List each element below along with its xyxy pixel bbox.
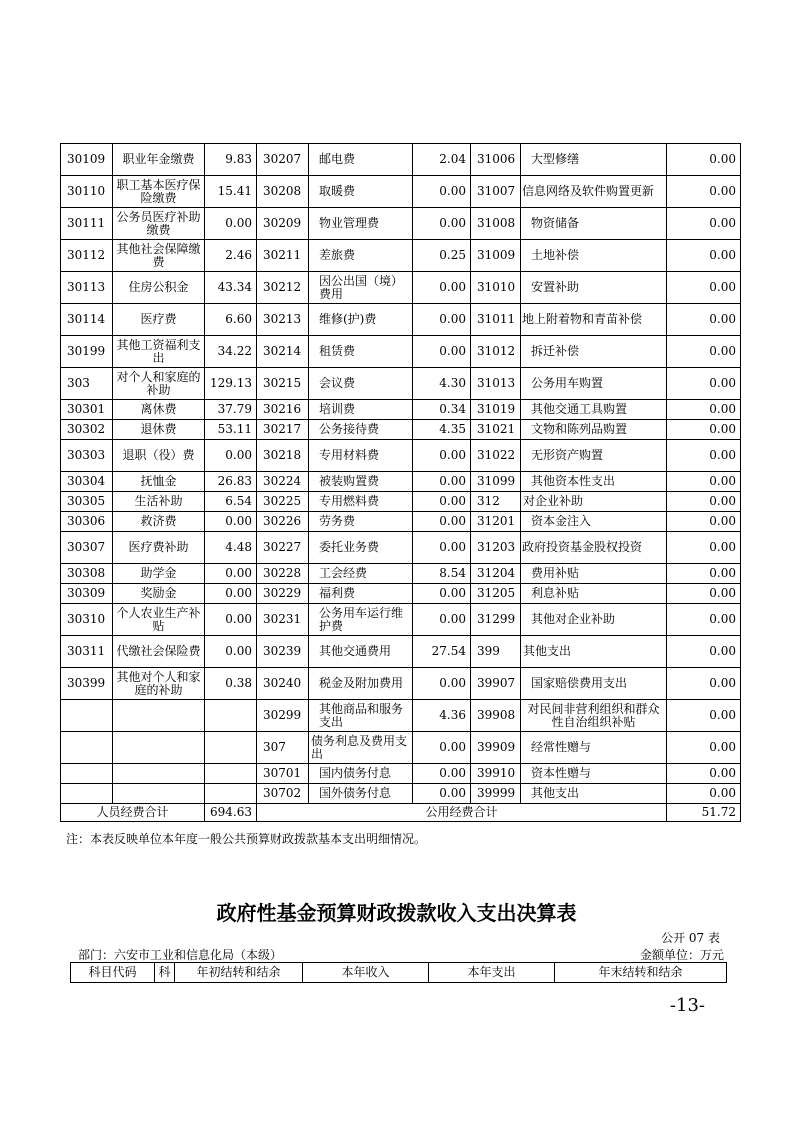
amount-cell: 0.00 [667, 604, 741, 636]
amount-cell: 2.46 [205, 240, 257, 272]
subject-code-cell: 31299 [471, 604, 521, 636]
subject-name-cell: 其他对个人和家庭的补助 [113, 668, 205, 700]
amount-cell: 0.00 [667, 272, 741, 304]
subject-name-cell: 离休费 [113, 400, 205, 420]
amount-cell: 0.00 [413, 304, 471, 336]
table-row [61, 176, 741, 208]
amount-cell: 0.00 [667, 144, 741, 176]
subject-code-cell: 30307 [61, 532, 113, 564]
subject-name-cell: 奖励金 [113, 584, 205, 604]
table-row [61, 208, 741, 240]
subject-name-cell: 其他支出 [521, 636, 667, 668]
subject-code-cell: 312 [471, 492, 521, 512]
subject-code-cell: 30240 [257, 668, 309, 700]
amount-cell: 15.41 [205, 176, 257, 208]
subject-code-cell: 30216 [257, 400, 309, 420]
subject-name-cell: 资本金注入 [521, 512, 667, 532]
subject-name-cell: 公务员医疗补助缴费 [113, 208, 205, 240]
subject-code-cell: 31013 [471, 368, 521, 400]
subject-name-cell: 国内债务付息 [309, 764, 413, 784]
subject-name-cell: 委托业务费 [309, 532, 413, 564]
subject-code-cell [61, 784, 113, 804]
subject-name-cell: 国家赔偿费用支出 [521, 668, 667, 700]
subject-code-cell: 30113 [61, 272, 113, 304]
subject-code-cell [61, 700, 113, 732]
subject-name-cell: 劳务费 [309, 512, 413, 532]
amount-cell: 4.35 [413, 420, 471, 440]
subject-name-cell: 税金及附加费用 [309, 668, 413, 700]
subject-code-cell: 31203 [471, 532, 521, 564]
subject-code-cell: 30311 [61, 636, 113, 668]
table-row [61, 304, 741, 336]
subject-code-cell: 30226 [257, 512, 309, 532]
amount-cell: 0.00 [667, 368, 741, 400]
subject-name-cell: 政府投资基金股权投资 [521, 532, 667, 564]
subject-code-cell: 39907 [471, 668, 521, 700]
subject-code-cell: 30207 [257, 144, 309, 176]
table-row [61, 732, 741, 764]
header-subject: 科 [155, 963, 175, 983]
subject-name-cell: 物资储备 [521, 208, 667, 240]
subject-name-cell: 抚恤金 [113, 472, 205, 492]
table-row [61, 764, 741, 784]
subject-code-cell: 30114 [61, 304, 113, 336]
subject-name-cell [113, 764, 205, 784]
table-row [61, 532, 741, 564]
amount-cell: 0.00 [205, 440, 257, 472]
subject-name-cell: 专用材料费 [309, 440, 413, 472]
table-row [61, 784, 741, 804]
amount-cell: 0.00 [667, 584, 741, 604]
subject-code-cell: 31007 [471, 176, 521, 208]
subject-code-cell: 30304 [61, 472, 113, 492]
amount-cell: 0.00 [667, 512, 741, 532]
amount-cell: 0.00 [667, 764, 741, 784]
subject-code-cell: 307 [257, 732, 309, 764]
subject-code-cell: 30303 [61, 440, 113, 472]
subject-code-cell: 30214 [257, 336, 309, 368]
subject-name-cell: 差旅费 [309, 240, 413, 272]
amount-cell: 0.00 [205, 512, 257, 532]
subject-name-cell: 医疗费补助 [113, 532, 205, 564]
amount-cell: 0.00 [667, 700, 741, 732]
amount-cell: 0.00 [667, 472, 741, 492]
amount-cell: 0.00 [413, 584, 471, 604]
subject-name-cell: 个人农业生产补贴 [113, 604, 205, 636]
amount-cell: 0.00 [413, 732, 471, 764]
amount-cell: 0.38 [205, 668, 257, 700]
subject-code-cell: 31009 [471, 240, 521, 272]
subject-code-cell: 31008 [471, 208, 521, 240]
header-year-income: 本年收入 [303, 963, 429, 983]
table-row [61, 584, 741, 604]
subject-code-cell: 30702 [257, 784, 309, 804]
subject-code-cell: 31099 [471, 472, 521, 492]
subject-name-cell: 其他资本性支出 [521, 472, 667, 492]
table-row [61, 440, 741, 472]
subject-name-cell: 其他社会保障缴费 [113, 240, 205, 272]
subject-code-cell: 30228 [257, 564, 309, 584]
amount-cell: 0.00 [205, 208, 257, 240]
public-total-value: 51.72 [667, 804, 741, 822]
amount-cell: 4.36 [413, 700, 471, 732]
subject-code-cell: 30218 [257, 440, 309, 472]
amount-cell: 0.00 [667, 420, 741, 440]
subject-code-cell: 30224 [257, 472, 309, 492]
table-row [61, 668, 741, 700]
amount-cell: 0.00 [205, 584, 257, 604]
subject-code-cell: 30305 [61, 492, 113, 512]
amount-cell: 26.83 [205, 472, 257, 492]
amount-cell: 0.00 [413, 176, 471, 208]
subject-name-cell: 职工基本医疗保险缴费 [113, 176, 205, 208]
subject-code-cell: 39910 [471, 764, 521, 784]
subject-code-cell: 30217 [257, 420, 309, 440]
table-row [61, 240, 741, 272]
amount-cell: 0.00 [413, 272, 471, 304]
amount-cell: 6.54 [205, 492, 257, 512]
subject-name-cell [113, 784, 205, 804]
table-row [61, 512, 741, 532]
amount-cell: 0.00 [413, 472, 471, 492]
amount-cell: 0.00 [667, 400, 741, 420]
subject-name-cell: 会议费 [309, 368, 413, 400]
amount-cell: 0.00 [667, 668, 741, 700]
header-subject-code: 科目代码 [71, 963, 155, 983]
subject-code-cell: 30215 [257, 368, 309, 400]
amount-cell: 0.00 [667, 532, 741, 564]
subject-code-cell: 30229 [257, 584, 309, 604]
subject-code-cell: 31201 [471, 512, 521, 532]
subject-name-cell: 医疗费 [113, 304, 205, 336]
amount-cell: 2.04 [413, 144, 471, 176]
amount-cell: 0.00 [205, 604, 257, 636]
amount-cell: 37.79 [205, 400, 257, 420]
subject-name-cell: 退休费 [113, 420, 205, 440]
amount-cell: 0.00 [413, 492, 471, 512]
subject-name-cell: 退职（役）费 [113, 440, 205, 472]
amount-cell: 0.00 [667, 732, 741, 764]
table-row [61, 604, 741, 636]
table-row [61, 420, 741, 440]
subject-name-cell: 对民间非营利组织和群众性自治组织补贴 [521, 700, 667, 732]
amount-cell: 27.54 [413, 636, 471, 668]
subject-name-cell: 因公出国（境）费用 [309, 272, 413, 304]
subject-name-cell: 生活补助 [113, 492, 205, 512]
subject-code-cell: 31205 [471, 584, 521, 604]
amount-cell [205, 700, 257, 732]
table-row [61, 492, 741, 512]
table-row [61, 700, 741, 732]
amount-cell: 43.34 [205, 272, 257, 304]
amount-cell [205, 764, 257, 784]
amount-cell: 0.00 [413, 784, 471, 804]
subject-code-cell: 30239 [257, 636, 309, 668]
subject-code-cell: 30299 [257, 700, 309, 732]
subject-code-cell [61, 732, 113, 764]
subject-name-cell: 被装购置费 [309, 472, 413, 492]
subject-code-cell: 30212 [257, 272, 309, 304]
amount-cell: 53.11 [205, 420, 257, 440]
amount-unit-label: 金额单位：万元 [639, 948, 724, 962]
subject-name-cell: 助学金 [113, 564, 205, 584]
amount-cell: 0.00 [413, 764, 471, 784]
amount-cell [205, 732, 257, 764]
amount-cell: 9.83 [205, 144, 257, 176]
subject-name-cell: 其他工资福利支出 [113, 336, 205, 368]
table-note: 注：本表反映单位本年度一般公共预算财政拨款基本支出明细情况。 [66, 832, 427, 846]
subject-code-cell: 31021 [471, 420, 521, 440]
subject-name-cell: 资本性赠与 [521, 764, 667, 784]
subject-name-cell: 维修(护)费 [309, 304, 413, 336]
expenditure-detail-table [60, 143, 741, 822]
amount-cell: 0.00 [413, 512, 471, 532]
subject-code-cell: 30227 [257, 532, 309, 564]
subject-code-cell: 39909 [471, 732, 521, 764]
subject-code-cell: 399 [471, 636, 521, 668]
subject-code-cell: 30209 [257, 208, 309, 240]
amount-cell: 0.00 [667, 636, 741, 668]
subject-name-cell: 取暖费 [309, 176, 413, 208]
subject-code-cell: 30399 [61, 668, 113, 700]
subject-name-cell: 其他支出 [521, 784, 667, 804]
subject-code-cell: 30211 [257, 240, 309, 272]
totals-row [61, 804, 741, 822]
subject-name-cell: 经常性赠与 [521, 732, 667, 764]
table-row [61, 564, 741, 584]
amount-cell: 0.00 [667, 176, 741, 208]
subject-name-cell: 其他对企业补助 [521, 604, 667, 636]
amount-cell [205, 784, 257, 804]
subject-code-cell: 30112 [61, 240, 113, 272]
amount-cell: 0.00 [667, 208, 741, 240]
subject-code-cell: 30301 [61, 400, 113, 420]
subject-name-cell: 其他交通工具购置 [521, 400, 667, 420]
table-row [61, 368, 741, 400]
subject-name-cell: 大型修缮 [521, 144, 667, 176]
table-row [61, 336, 741, 368]
subject-name-cell: 无形资产购置 [521, 440, 667, 472]
subject-code-cell: 30208 [257, 176, 309, 208]
subject-name-cell: 债务利息及费用支出 [309, 732, 413, 764]
subject-name-cell: 土地补偿 [521, 240, 667, 272]
subject-name-cell: 拆迁补偿 [521, 336, 667, 368]
subject-code-cell: 30306 [61, 512, 113, 532]
subject-code-cell [61, 764, 113, 784]
subject-name-cell [113, 700, 205, 732]
table-row [61, 272, 741, 304]
subject-name-cell: 对个人和家庭的补助 [113, 368, 205, 400]
header-opening-balance: 年初结转和结余 [175, 963, 303, 983]
public-total-label: 公用经费合计 [257, 804, 667, 822]
department-label: 部门：六安市工业和信息化局（本级） [78, 948, 283, 962]
subject-name-cell: 对企业补助 [521, 492, 667, 512]
subject-code-cell: 31011 [471, 304, 521, 336]
subject-name-cell: 代缴社会保险费 [113, 636, 205, 668]
section-title: 政府性基金预算财政拨款收入支出决算表 [216, 901, 577, 925]
amount-cell: 0.00 [667, 784, 741, 804]
amount-cell: 0.00 [413, 440, 471, 472]
subject-name-cell [113, 732, 205, 764]
amount-cell: 0.00 [413, 336, 471, 368]
amount-cell: 0.00 [413, 532, 471, 564]
amount-cell: 6.60 [205, 304, 257, 336]
subject-code-cell: 30309 [61, 584, 113, 604]
subject-name-cell: 邮电费 [309, 144, 413, 176]
subject-name-cell: 租赁费 [309, 336, 413, 368]
subject-code-cell: 30231 [257, 604, 309, 636]
amount-cell: 0.00 [667, 440, 741, 472]
subject-name-cell: 费用补贴 [521, 564, 667, 584]
header-year-expense: 本年支出 [429, 963, 555, 983]
subject-code-cell: 30310 [61, 604, 113, 636]
personnel-total-value: 694.63 [205, 804, 257, 822]
subject-name-cell: 专用燃料费 [309, 492, 413, 512]
table-row [61, 472, 741, 492]
amount-cell: 0.00 [413, 208, 471, 240]
subject-name-cell: 地上附着物和青苗补偿 [521, 304, 667, 336]
table-row [61, 636, 741, 668]
subject-name-cell: 培训费 [309, 400, 413, 420]
amount-cell: 34.22 [205, 336, 257, 368]
subject-code-cell: 31012 [471, 336, 521, 368]
subject-code-cell: 31022 [471, 440, 521, 472]
subject-code-cell: 30199 [61, 336, 113, 368]
subject-code-cell: 39908 [471, 700, 521, 732]
amount-cell: 4.30 [413, 368, 471, 400]
subject-name-cell: 国外债务付息 [309, 784, 413, 804]
personnel-total-label: 人员经费合计 [61, 804, 205, 822]
amount-cell: 0.00 [205, 564, 257, 584]
subject-name-cell: 职业年金缴费 [113, 144, 205, 176]
amount-cell: 0.00 [667, 240, 741, 272]
amount-cell: 0.34 [413, 400, 471, 420]
subject-code-cell: 31204 [471, 564, 521, 584]
subject-code-cell: 30701 [257, 764, 309, 784]
table-row [61, 400, 741, 420]
subject-name-cell: 文物和陈列品购置 [521, 420, 667, 440]
subject-code-cell: 31019 [471, 400, 521, 420]
subject-name-cell: 利息补贴 [521, 584, 667, 604]
subject-name-cell: 公务用车运行维护费 [309, 604, 413, 636]
subject-code-cell: 31006 [471, 144, 521, 176]
amount-cell: 0.00 [667, 564, 741, 584]
subject-code-cell: 30302 [61, 420, 113, 440]
subject-name-cell: 工会经费 [309, 564, 413, 584]
subject-name-cell: 其他商品和服务支出 [309, 700, 413, 732]
amount-cell: 0.00 [667, 304, 741, 336]
subject-name-cell: 公务接待费 [309, 420, 413, 440]
subject-code-cell: 303 [61, 368, 113, 400]
subject-code-cell: 30225 [257, 492, 309, 512]
subject-name-cell: 福利费 [309, 584, 413, 604]
subject-name-cell: 信息网络及软件购置更新 [521, 176, 667, 208]
table-row [61, 144, 741, 176]
subject-code-cell: 39999 [471, 784, 521, 804]
amount-cell: 129.13 [205, 368, 257, 400]
amount-cell: 0.00 [205, 636, 257, 668]
subject-code-cell: 30213 [257, 304, 309, 336]
fund-budget-table-header [70, 962, 727, 983]
subject-name-cell: 其他交通费用 [309, 636, 413, 668]
amount-cell: 0.00 [413, 604, 471, 636]
table-id: 公开 07 表 [661, 931, 720, 945]
subject-code-cell: 30109 [61, 144, 113, 176]
page-number: -13- [669, 995, 705, 1016]
amount-cell: 0.25 [413, 240, 471, 272]
subject-code-cell: 30111 [61, 208, 113, 240]
amount-cell: 4.48 [205, 532, 257, 564]
subject-code-cell: 30110 [61, 176, 113, 208]
amount-cell: 8.54 [413, 564, 471, 584]
subject-name-cell: 救济费 [113, 512, 205, 532]
subject-code-cell: 31010 [471, 272, 521, 304]
subject-name-cell: 安置补助 [521, 272, 667, 304]
amount-cell: 0.00 [413, 668, 471, 700]
header-closing-balance: 年末结转和结余 [555, 963, 727, 983]
amount-cell: 0.00 [667, 492, 741, 512]
amount-cell: 0.00 [667, 336, 741, 368]
subject-code-cell: 30308 [61, 564, 113, 584]
subject-name-cell: 公务用车购置 [521, 368, 667, 400]
subject-name-cell: 物业管理费 [309, 208, 413, 240]
subject-name-cell: 住房公积金 [113, 272, 205, 304]
